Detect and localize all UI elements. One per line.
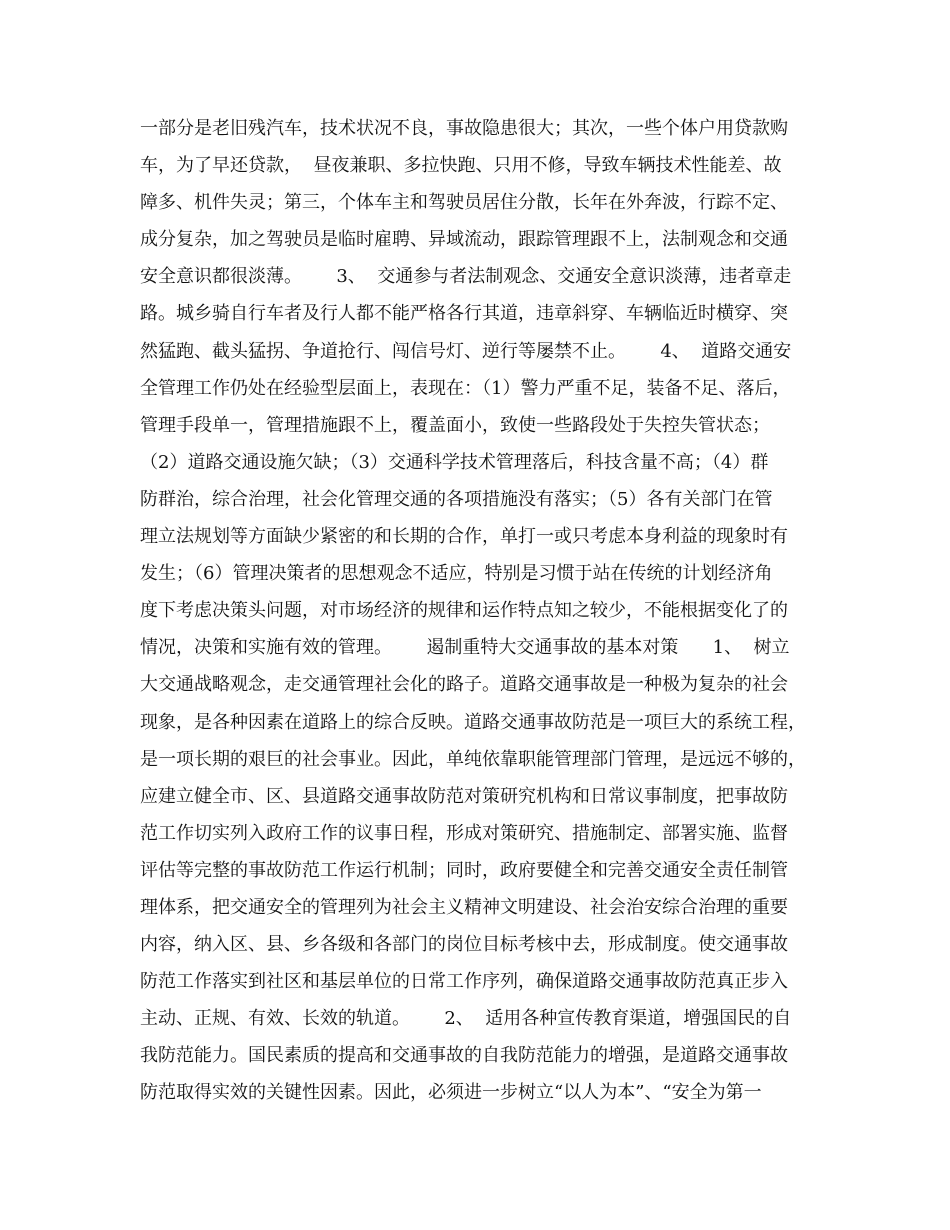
text-line-16: 大交通战略观念，走交通管理社会化的路子。道路交通事故是一种极为复杂的社会 — [140, 674, 788, 696]
text-line-5: 安全意识都很淡薄。 3、 交通参与者法制观念、交通安全意识淡薄，违者章走 — [140, 266, 792, 288]
text-line-8: 全管理工作仍处在经验型层面上，表现在：（1）警力严重不足，装备不足、落后， — [140, 377, 791, 399]
body-text — [140, 110, 830, 1112]
text-line-17: 现象，是各种因素在道路上的综合反映。道路交通事故防范是一项巨大的系统工程， — [140, 711, 806, 733]
text-line-12: 理立法规划等方面缺少紧密的和长期的合作，单打一或只考虑本身利益的现象时有 — [140, 526, 788, 548]
text-line-26: 我防范能力。国民素质的提高和交通事故的自我防范能力的增强，是道路交通事故 — [140, 1045, 788, 1067]
text-line-19: 应建立健全市、区、县道路交通事故防范对策研究机构和日常议事制度，把事故防 — [140, 785, 788, 807]
text-line-3: 障多、机件失灵；第三，个体车主和驾驶员居住分散，长年在外奔波，行踪不定、 — [140, 192, 788, 214]
text-line-13: 发生；（6）管理决策者的思想观念不适应，特别是习惯于站在传统的计划经济角 — [140, 563, 773, 585]
text-line-24: 防范工作落实到社区和基层单位的日常工作序列，确保道路交通事故防范真正步入 — [140, 971, 788, 993]
text-line-1: 一部分是老旧残汽车，技术状况不良，事故隐患很大；其次，一些个体户用贷款购 — [140, 118, 788, 139]
text-line-18: 是一项长期的艰巨的社会事业。因此，单纯依靠职能管理部门管理，是远远不够的， — [140, 748, 806, 770]
text-line-20: 范工作切实列入政府工作的议事日程，形成对策研究、措施制定、部署实施、监督 — [140, 822, 788, 844]
text-line-23: 内容，纳入区、县、乡各级和各部门的岗位目标考核中去，形成制度。使交通事故 — [140, 934, 788, 956]
text-line-6: 路。城乡骑自行车者及行人都不能严格各行其道，违章斜穿、车辆临近时横穿、突 — [140, 303, 788, 325]
text-line-2: 车，为了早还贷款， 昼夜兼职、多拉快跑、只用不修，导致车辆技术性能差、故 — [140, 155, 782, 177]
text-line-11: 防群治，综合治理，社会化管理交通的各项措施没有落实；（5）各有关部门在管 — [140, 488, 773, 510]
text-line-21: 评估等完整的事故防范工作运行机制；同时，政府要健全和完善交通安全责任制管 — [140, 859, 788, 881]
text-line-15: 情况，决策和实施有效的管理。 遏制重特大交通事故的基本对策 1、 树立 — [140, 637, 790, 659]
text-line-27: 防范取得实效的关键性因素。因此，必须进一步树立“以人为本”、“安全为第一 — [140, 1082, 762, 1104]
text-line-25: 主动、正规、有效、长效的轨道。 2、 适用各种宣传教育渠道，增强国民的自 — [140, 1008, 792, 1030]
text-line-7: 然猛跑、截头猛拐、争道抢行、闯信号灯、逆行等屡禁不止。 4、 道路交通安 — [140, 340, 792, 362]
text-line-10: （2）道路交通设施欠缺；（3）交通科学技术管理落后，科技含量不高；（4）群 — [140, 451, 769, 473]
text-line-22: 理体系，把交通安全的管理列为社会主义精神文明建设、社会治安综合治理的重要 — [140, 896, 788, 918]
text-line-9: 管理手段单一，管理措施跟不上，覆盖面小，致使一些路段处于失控失管状态； — [140, 414, 770, 436]
text-line-14: 度下考虑决策头问题，对市场经济的规律和运作特点知之较少，不能根据变化了的 — [140, 600, 788, 622]
text-line-4: 成分复杂，加之驾驶员是临时雇聘、异域流动，跟踪管理跟不上，法制观念和交通 — [140, 229, 788, 251]
